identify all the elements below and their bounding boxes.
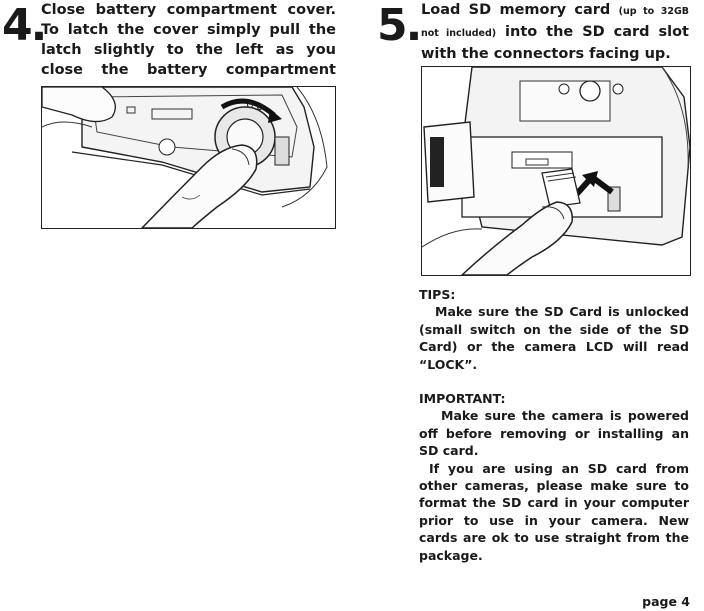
step-5-text (421, 0, 689, 64)
step-5-text-small: (up to 32GB not included) (421, 6, 689, 39)
step-4-number: 4. (2, 0, 46, 51)
tips-heading: TIPS: (419, 287, 456, 302)
step-5-text-a: Load SD memory card (421, 2, 619, 18)
step-4-text: Close battery compartment cover. To latch the cover simply pull the latch slightly to the left as you close the battery compartment (41, 2, 336, 78)
tips-section (419, 286, 689, 564)
important-format-card: If you are using an SD card from other cameras, please make sure to format the SD card in your computer prior to use in your camera. New cards are ok to use straight from the package. (419, 460, 689, 563)
tip-sd-unlocked: Make sure the SD Card is unlocked (small switch on the side of the SD Card) or the camera LCD will read “LOCK”. (419, 304, 689, 372)
page-number: page 4 (642, 594, 690, 609)
battery-cover-illustration (41, 86, 336, 229)
step-5-number: 5. (377, 0, 421, 51)
sd-card-illustration (421, 66, 691, 276)
step-5-text-b: into the SD card slot with the connectors facing up. (421, 24, 689, 62)
important-heading: IMPORTANT: (419, 391, 506, 407)
important-power-off: Make sure the camera is powered off before removing or installing an SD card. (419, 408, 689, 459)
